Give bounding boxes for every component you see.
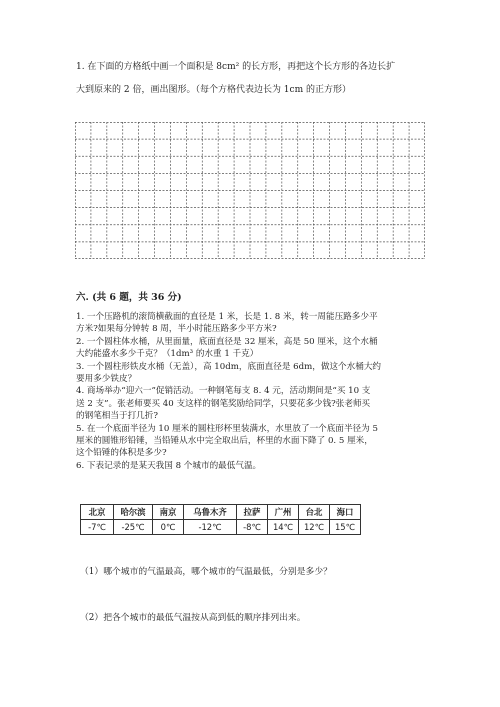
table-cell-temp: -8℃ xyxy=(237,520,268,535)
problem-line: 的钢笔相当于打几折? xyxy=(76,411,158,422)
table-cell-city: 拉萨 xyxy=(237,505,268,520)
problem1-line2: 大到原来的 2 倍，画出图形。（每个方格代表边长为 1cm 的正方形） xyxy=(76,85,351,95)
temperature-table xyxy=(80,504,361,535)
table-cell-city: 广州 xyxy=(268,505,299,520)
problem-line: 方米?如果每分钟转 8 周，半小时能压路多少平方米? xyxy=(76,324,277,335)
table-cell-temp: 12℃ xyxy=(299,520,330,535)
table-cell-temp: -25℃ xyxy=(114,520,153,535)
problem-line: 这个铅锤的体积是多少? xyxy=(76,448,167,459)
table-cell-city: 海口 xyxy=(330,505,361,520)
problem-line: 1. 一个压路机的滚筒横截面的直径是 1 米，长是 1. 8 米，转一周能压路多少平 xyxy=(76,312,378,322)
table-cell-city: 台北 xyxy=(299,505,330,520)
table-cell-temp: 0℃ xyxy=(153,520,184,535)
table-cell-temp: 15℃ xyxy=(330,520,361,535)
table-cell-city: 北京 xyxy=(81,505,114,520)
problem1-line1: 1. 在下面的方格纸中画一个面积是 8cm² 的长方形，再把这个长方形的各边长扩 xyxy=(76,62,396,72)
table-row xyxy=(81,520,361,535)
problem-line: 6. 下表记录的是某天我国 8 个城市的最低气温。 xyxy=(76,460,262,471)
problem-line: 厘米的圆锥形铅锤，当铅锤从水中完全取出后，杯里的水面下降了 0. 5 厘米， xyxy=(76,436,373,447)
table-header-row xyxy=(81,505,361,520)
problem-line: 3. 一个圆柱形铁皮水桶（无盖），高 10dm，底面直径是 6dm，做这个水桶大约 xyxy=(76,361,382,372)
question-1: （1）哪个城市的气温最高，哪个城市的气温最低，分别是多少？ xyxy=(80,567,332,577)
problem-line: 2. 一个圆柱体水桶，从里面量，底面直径是 32 厘米，高是 50 厘米，这个水桶 xyxy=(76,336,378,347)
problem-line: 5. 在一个底面半径为 10 厘米的圆柱形杯里装满水，水里放了一个底面半径为 5 xyxy=(76,423,378,434)
table-cell-city: 哈尔滨 xyxy=(114,505,153,520)
table-cell-city: 乌鲁木齐 xyxy=(184,505,237,520)
table-cell-temp: -7℃ xyxy=(81,520,114,535)
problem-line: 4. 商场举办“迎六一”促销活动。一种钢笔每支 8. 4 元，活动期间是“买 10 支 xyxy=(76,386,371,397)
problem-line: 送 2 支”。张老师要买 40 支这样的钢笔奖励给同学，只要花多少钱?张老师买 xyxy=(76,398,371,409)
square-grid-paper[interactable] xyxy=(75,122,425,259)
table-cell-temp: -12℃ xyxy=(184,520,237,535)
question-2: （2）把各个城市的最低气温按从高到低的顺序排列出来。 xyxy=(80,613,306,623)
table-cell-city: 南京 xyxy=(153,505,184,520)
table-cell-temp: 14℃ xyxy=(268,520,299,535)
problem-line: 要用多少铁皮？ xyxy=(76,374,137,385)
problem-line: 大约能盛水多少千克？（1dm³ 的水重 1 千克） xyxy=(76,349,259,360)
problem-list xyxy=(76,311,416,472)
section-title: 六. (共 6 题，共 36 分) xyxy=(76,292,182,303)
